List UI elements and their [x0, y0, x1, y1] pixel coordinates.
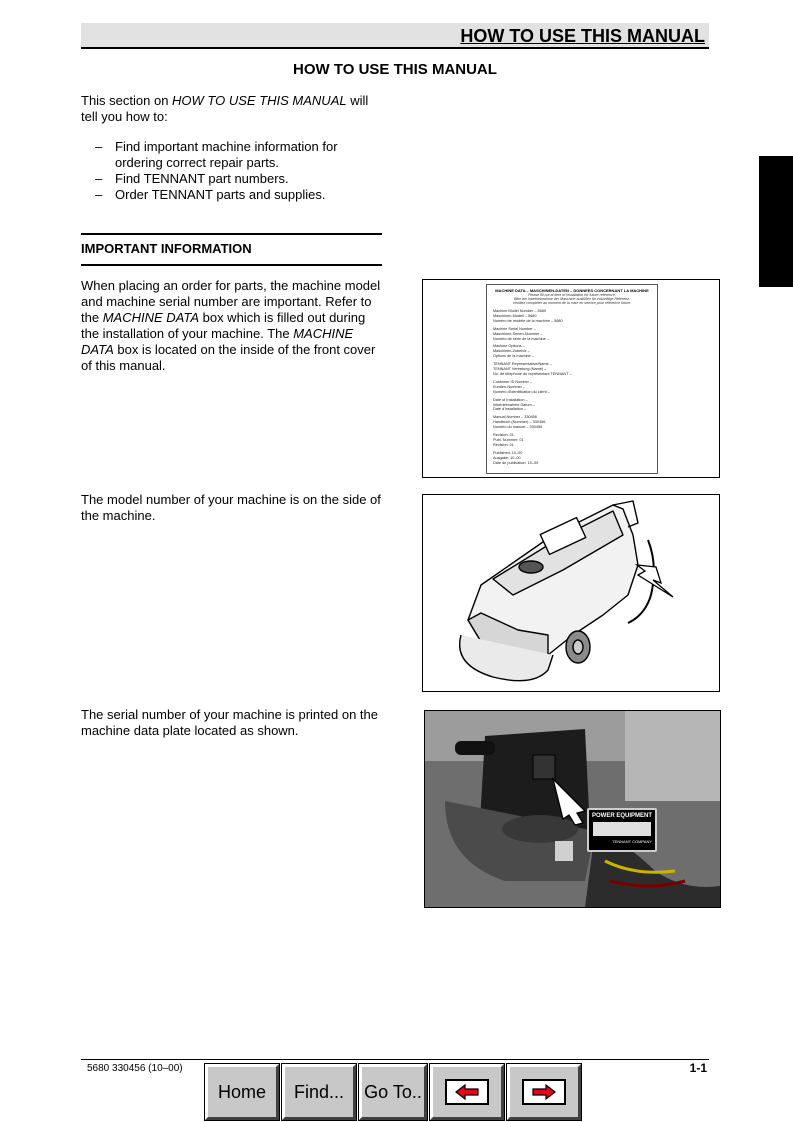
para1-b: MACHINE DATA: [102, 310, 199, 325]
bullet-item: – Find TENNANT part numbers.: [95, 171, 385, 187]
para1-a: When placing an order for parts, the machine model and machine serial number are important. Refer to the: [81, 278, 381, 325]
find-button[interactable]: Find...: [282, 1064, 356, 1120]
data-sheet-line: Inbetriebnahme Datum –: [493, 402, 535, 407]
section-rule-bottom: [81, 264, 382, 266]
data-sheet-line: Numéro du manuel – 330456: [493, 425, 543, 430]
data-sheet-line: No. de téléphone du représentant TENNANT –: [493, 371, 572, 376]
data-plate: [587, 808, 657, 852]
data-plate-photo-drawing: [425, 711, 720, 907]
bullet-item: – Find important machine information for ordering correct repair parts.: [95, 139, 385, 171]
data-sheet-line: Revision: 01: [493, 433, 514, 438]
intro-emph: HOW TO USE THIS MANUAL: [172, 93, 347, 108]
next-page-button[interactable]: [507, 1064, 581, 1120]
data-sheet-line: Numéro de série de la machine –: [493, 336, 549, 341]
previous-page-button[interactable]: [430, 1064, 504, 1120]
serial-number-paragraph: The serial number of your machine is printed on the machine data plate located as shown.: [81, 707, 378, 738]
data-sheet-line: Machine Serial Number –: [493, 326, 536, 331]
bullet-item: – Order TENNANT parts and supplies.: [95, 187, 385, 203]
previous-arrow-frame: [445, 1079, 489, 1105]
intro-before: This section on: [81, 93, 173, 108]
machine-data-sheet: [486, 284, 658, 474]
pointer-arrow-icon: [637, 565, 673, 597]
header-title: HOW TO USE THIS MANUAL: [460, 26, 705, 46]
data-sheet-lines: [487, 305, 657, 465]
data-sheet-line: Options de la machine –: [493, 354, 534, 359]
data-sheet-line: Publ. Nummer: 01: [493, 437, 524, 442]
data-plate-title: POWER EQUIPMENT: [591, 813, 652, 819]
data-sheet-sub3: Veuillez compléter au moment de la mise en service pour référence future.: [512, 301, 632, 305]
para1-e: box is located on the inside of the front cover of this manual.: [81, 342, 376, 373]
machine-data-paragraph: [81, 278, 381, 374]
data-sheet-line: Maschinen-Zubehör –: [493, 349, 530, 354]
data-sheet-line: Révision: 01: [493, 442, 514, 447]
data-sheet-line: Maschinen-Modell – 5680: [493, 313, 537, 318]
data-sheet-line: Numéro d'identification du client –: [493, 389, 550, 394]
data-sheet-line: TENNANT Representative/Name –: [493, 362, 552, 367]
data-sheet-line: Machine Options –: [493, 344, 525, 349]
scrubber-illustration: [423, 495, 719, 691]
section-tab: [759, 156, 793, 287]
data-sheet-line: Handbuch (Nummer) – 330456: [493, 420, 546, 425]
brand-logo: [519, 561, 543, 573]
data-sheet-heading: MACHINE DATA – MASCHINEN-DATEN – DONNEES CONCERNANT LA MACHINE: [495, 288, 649, 293]
header-bar: [81, 23, 709, 49]
data-sheet-line: Ausgabe: 10–00: [493, 455, 521, 460]
data-sheet-line: Published: 10–00: [493, 450, 523, 455]
arrow-left-icon: [454, 1084, 480, 1100]
home-button[interactable]: Home: [205, 1064, 279, 1120]
data-sheet-line: TENNANT Vertretung (Name) –: [493, 367, 547, 372]
wheel-hub: [573, 640, 583, 654]
data-sheet-line: Date d'installation –: [493, 407, 527, 412]
page-title: HOW TO USE THIS MANUAL: [293, 61, 497, 78]
footer-page-number: 1-1: [689, 1061, 707, 1075]
next-arrow-frame: [522, 1079, 566, 1105]
data-sheet-line: Date de publication: 10–00: [493, 460, 539, 465]
data-sheet-line: Kunden-Nummer –: [493, 384, 526, 389]
intro-after: will tell you how to:: [81, 93, 369, 124]
bullet-list: [95, 139, 385, 203]
machine-side-figure: [422, 494, 720, 692]
data-plate-company: TENNANT COMPANY: [612, 839, 652, 844]
footer-rule: [81, 1059, 709, 1060]
data-sheet-line: Machine Model Number – 5680: [493, 309, 546, 313]
machine-data-figure: [422, 279, 720, 478]
data-sheet-sub2: Bitte bei Inbetriebnahme der Maschine ausfüllen für zukünftige Referenz.: [513, 297, 631, 301]
goto-button[interactable]: Go To..: [359, 1064, 427, 1120]
intro-text: [81, 93, 386, 125]
data-sheet-line: Maschinen-Serien-Nummer –: [493, 331, 543, 336]
data-sheet-line: Customer ID Number –: [493, 379, 533, 384]
footer-document-number: 5680 330456 (10–00): [87, 1063, 183, 1074]
arrow-right-icon: [531, 1084, 557, 1100]
data-sheet-sub1: Please fill out at time of installation for future reference.: [528, 293, 616, 297]
data-plate-photo: [424, 710, 721, 908]
data-sheet-line: Date of Installation –: [493, 397, 528, 402]
section-rule-top: [81, 233, 382, 235]
data-sheet-line: Numéro de modèle de la machine – 5680: [493, 318, 563, 323]
navigation-bar: [205, 1064, 584, 1122]
para1-c: box which is filled out during the installation of your machine. The: [81, 310, 366, 341]
data-sheet-line: Manual Number – 330456: [493, 415, 537, 420]
data-plate-field: [593, 822, 651, 836]
section-heading: IMPORTANT INFORMATION: [81, 241, 252, 256]
model-number-paragraph: The model number of your machine is on the side of the machine.: [81, 492, 381, 523]
para1-d: MACHINE DATA: [81, 326, 354, 357]
